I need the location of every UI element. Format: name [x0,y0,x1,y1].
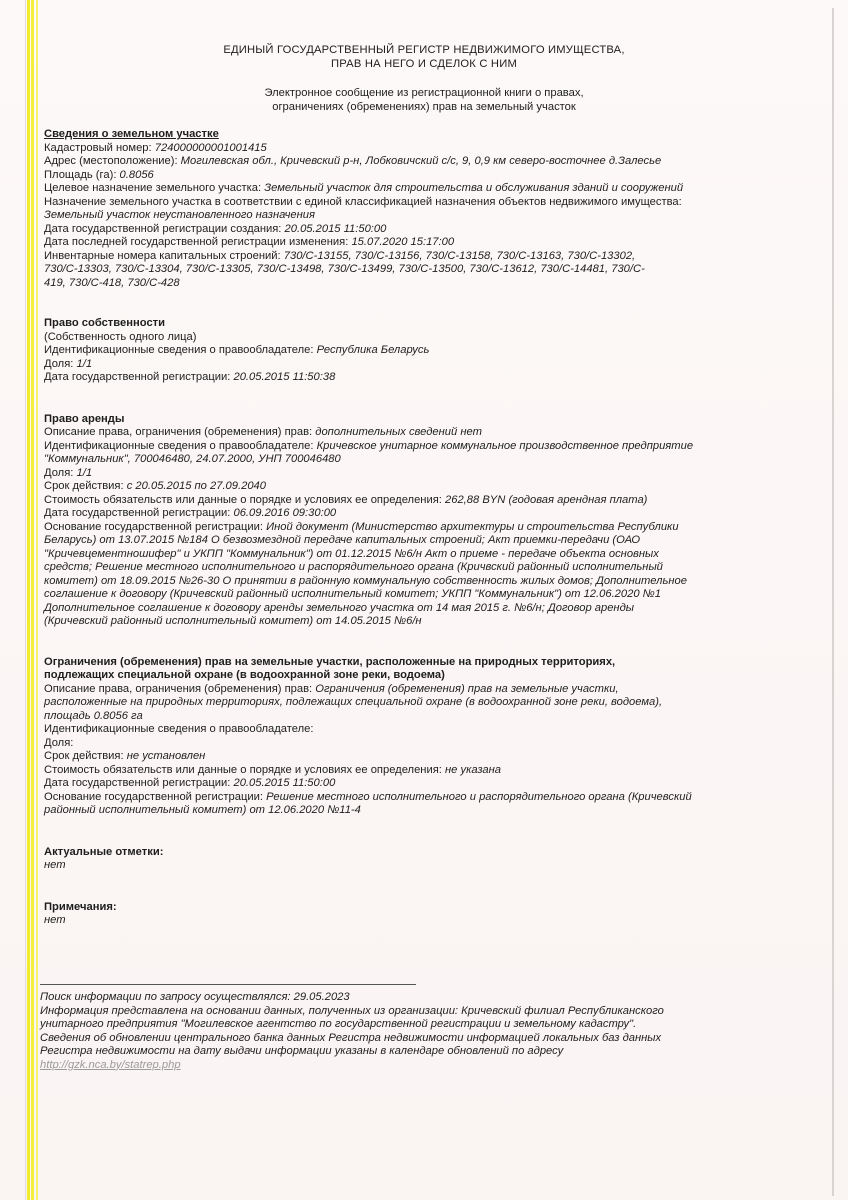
document-footer [40,984,800,1072]
section-title: Актуальные отметки: [44,845,164,858]
section-title: Ограничения (обременения) прав на земельные участки, расположенные на природных территориях, [44,655,616,668]
field-classification-label: Назначение земельного участка в соответствии с единой классификацией назначения объектов недвижимого имущества: [44,195,682,208]
field-basis-cont: районный исполнительный комитет) от 12.06.2020 №11-4 [44,804,361,816]
field-share: Доля: [44,736,74,749]
field-ownership-type: (Собственность одного лица) [44,330,197,343]
field-cadastral: Кадастровый номер: 724000000001001415 [44,141,267,154]
field-classification-value: Земельный участок неустановленного назначения [44,209,315,221]
field-basis-cont: соглашение к договору (Кричевский районный исполнительный комитет; УКПП "Коммунальник") от 12.06.2020 №1 [44,588,662,600]
subheader-line: ограничениях (обременениях) прав на земельный участок [272,101,576,113]
field-holder: Идентификационные сведения о правообладателе: [44,723,314,735]
update-calendar-link[interactable]: http://gzk.nca.by/statrep.php [40,1058,181,1071]
field-basis: Основание государственной регистрации: Решение местного исполнительного и распорядительного органа (Кричевский [44,790,692,803]
section-ownership [44,317,794,385]
section-title: Примечания: [44,900,117,913]
field-term: Срок действия: не установлен [44,750,206,762]
field-holder: Идентификационные сведения о правообладателе: Кричевское унитарное коммунальное производственное предприятие [44,439,694,452]
field-description-cont: площадь 0.8056 га [44,709,143,722]
field-reg-date: Дата государственной регистрации: 20.05.2015 11:50:00 [44,777,336,789]
highlight-stripe [36,0,38,1200]
field-address: Адрес (местоположение): Могилевская обл., Кричевский р-н, Лобковичский с/с, 9, 0,9 км северо-восточнее д.Залесье [44,155,662,167]
footer-line: Регистра недвижимости на дату выдачи информации указаны в календаре обновлений по адресу [40,1045,564,1057]
section-title: Сведения о земельном участке [44,128,219,140]
header-line: ЕДИНЫЙ ГОСУДАРСТВЕННЫЙ РЕГИСТР НЕДВИЖИМОГО ИМУЩЕСТВА, [223,44,625,56]
field-basis-cont: (Кричевский районный исполнительный комитет) от 14.05.2015 №6/н [44,615,422,627]
field-basis-cont: "Кричевцементношифер" и УКПП "Коммунальник") от 01.12.2015 №6/н Акт о приеме - передаче объекта основных [44,547,659,560]
field-cost: Стоимость обязательств или данные о порядке и условиях ее определения: не указана [44,763,502,776]
section-lease [44,413,794,629]
footer-line: Поиск информации по запросу осуществлялся: 29.05.2023 [40,991,350,1003]
section-notes [44,901,794,928]
field-description: Описание права, ограничения (обременения) прав: дополнительных сведений нет [44,426,482,438]
footer-line: Информация представлена на основании данных, полученных из организации: Кричевский филиал Республиканского [40,1004,664,1017]
document-body [44,128,794,928]
field-inventory-cont: 730/С-13303, 730/С-13304, 730/С-13305, 730/С-13498, 730/С-13499, 730/С-13500, 730/С-13612, 730/С-14481, 730/С- [44,263,645,275]
field-created: Дата государственной регистрации создания: 20.05.2015 11:50:00 [44,222,387,235]
field-basis-cont: Беларусь) от 13.07.2015 №184 О безвозмездной передаче капитальных строений; Акт приемки-передачи (ОАО [44,534,641,546]
field-inventory-cont: 419, 730/С-418, 730/С-428 [44,276,180,289]
field-cost: Стоимость обязательств или данные о порядке и условиях ее определения: 262,88 BYN (годовая арендная плата) [44,493,648,506]
document-subheader [0,86,848,114]
field-reg-date: Дата государственной регистрации: 20.05.2015 11:50:38 [44,371,336,383]
section-restriction [44,656,794,818]
section-title-cont: подлежащих специальной охране (в водоохранной зоне реки, водоема) [44,669,445,681]
scan-edge-right [832,8,834,1196]
footer-line: унитарного предприятия "Могилевское агентство по государственной регистрации и земельному кадастру". [40,1018,637,1030]
field-changed: Дата последней государственной регистрации изменения: 15.07.2020 15:17:00 [44,236,455,248]
section-marks [44,846,794,873]
field-basis: Основание государственной регистрации: Иной документ (Министерство архитектуры и строительства Республики [44,520,679,533]
field-basis-cont: Дополнительное соглашение к договору аренды земельного участка от 14 мая 2015 г. №6/н; Договор аренды [44,601,635,614]
field-description-cont: расположенные на природных территориях, подлежащих специальной охране (в водоохранной зоне реки, водоема), [44,696,663,708]
field-basis-cont: комитет) от 18.09.2015 №26-30 О принятии в районную коммунальную собственность жилых домов; Дополнительное [44,574,687,587]
subheader-line: Электронное сообщение из регистрационной книги о правах, [264,87,584,99]
field-notes-value: нет [44,914,66,926]
highlight-stripe [27,0,30,1200]
field-area: Площадь (га): 0.8056 [44,168,154,181]
field-description: Описание права, ограничения (обременения) прав: Ограничения (обременения) прав на земельные участки, [44,682,619,695]
footer-line: Сведения об обновлении центрального банка данных Регистра недвижимости информацией локальных баз данных [40,1031,662,1044]
field-purpose: Целевое назначение земельного участка: Земельный участок для строительства и обслуживания зданий и сооружений [44,182,684,194]
footer-divider [40,984,416,985]
field-marks-value: нет [44,859,66,871]
section-title: Право собственности [44,317,166,329]
section-title: Право аренды [44,412,125,425]
scan-edge-left [25,0,26,1200]
section-land [44,128,794,290]
field-reg-date: Дата государственной регистрации: 06.09.2016 09:30:00 [44,507,337,519]
field-share: Доля: 1/1 [44,466,93,479]
field-term: Срок действия: с 20.05.2015 по 27.09.2040 [44,480,266,492]
header-line: ПРАВ НА НЕГО И СДЕЛОК С НИМ [331,58,517,70]
field-inventory: Инвентарные номера капитальных строений: 730/С-13155, 730/С-13156, 730/С-13158, 730/С-13163, 730/С-13302, [44,249,636,262]
field-share: Доля: 1/1 [44,357,93,370]
highlight-stripe [31,0,34,1200]
document-header [0,43,848,71]
field-basis-cont: средств; Решение местного исполнительного и распорядительного органа (Кричвский районный исполнительный [44,561,663,573]
field-holder-cont: "Коммунальник", 700046480, 24.07.2000, УНП 700046480 [44,453,341,465]
field-holder: Идентификационные сведения о правообладателе: Республика Беларусь [44,344,430,356]
